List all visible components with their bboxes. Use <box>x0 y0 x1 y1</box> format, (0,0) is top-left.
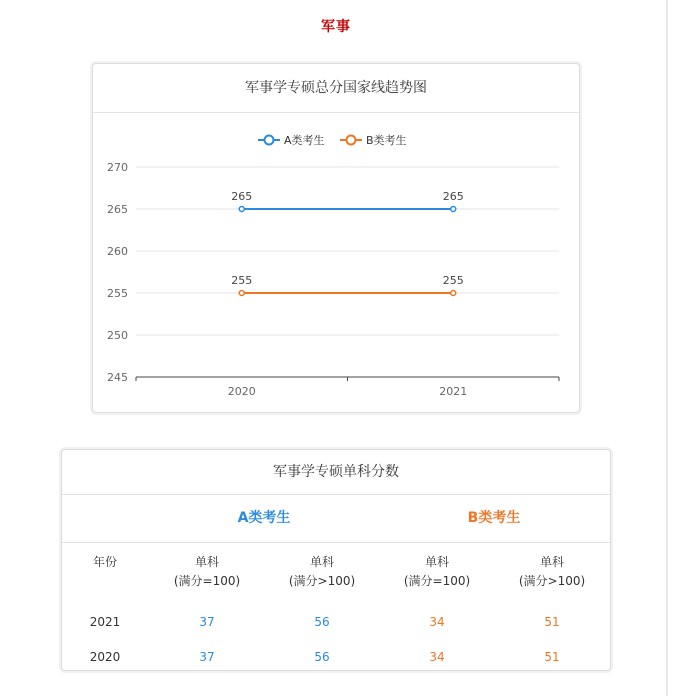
y-tick-label: 250 <box>107 329 128 342</box>
header-a-over100-line2: (满分>100) <box>288 574 356 588</box>
group-a-label: A类考生 <box>237 510 291 526</box>
group-header-row <box>62 495 610 543</box>
table-row <box>62 640 610 675</box>
y-tick-label: 260 <box>107 245 128 258</box>
legend-marker-a <box>265 136 274 145</box>
header-b-full100 <box>382 553 492 591</box>
row-a-over100: 56 <box>314 615 330 629</box>
row-b-full100: 34 <box>429 650 445 664</box>
header-a-over100-line1: 单科 <box>309 555 334 569</box>
row-a-over100: 56 <box>314 650 330 664</box>
x-tick-label: 2021 <box>439 385 468 398</box>
row-b-full100: 34 <box>429 615 445 629</box>
y-tick-label: 265 <box>107 203 128 216</box>
chart-title: 军事学专硕总分国家线趋势图 <box>93 64 579 113</box>
data-point-b <box>239 291 244 296</box>
x-tick-label: 2020 <box>227 385 256 398</box>
data-point-b <box>451 291 456 296</box>
data-label-a: 265 <box>442 190 464 203</box>
data-label-a: 265 <box>231 190 253 203</box>
row-a-full100: 37 <box>199 650 215 664</box>
header-b-full100-line2: (满分=100) <box>403 574 471 588</box>
legend-label-b: B类考生 <box>366 134 407 147</box>
y-tick-label: 255 <box>107 287 128 300</box>
page-right-border <box>666 0 668 696</box>
header-b-over100-line1: 单科 <box>539 555 564 569</box>
table-row <box>62 605 610 640</box>
header-year: 年份 <box>92 555 117 569</box>
data-label-b: 255 <box>442 274 464 287</box>
data-point-a <box>239 207 244 212</box>
header-a-full100 <box>152 553 262 591</box>
row-year: 2021 <box>89 615 121 629</box>
header-b-over100 <box>497 553 607 591</box>
group-b-label: B类考生 <box>467 510 521 526</box>
single-subject-table <box>61 449 611 671</box>
table-title: 军事学专硕单科分数 <box>62 450 610 495</box>
trend-line-chart <box>93 64 579 412</box>
row-a-full100: 37 <box>199 615 215 629</box>
header-b-over100-line2: (满分>100) <box>518 574 586 588</box>
trend-chart-card <box>92 63 580 413</box>
row-b-over100: 51 <box>544 615 560 629</box>
column-header-row <box>62 543 610 605</box>
legend-marker-b <box>347 136 356 145</box>
row-year: 2020 <box>89 650 121 664</box>
page-title: 军事 <box>321 19 351 35</box>
data-label-b: 255 <box>231 274 253 287</box>
y-tick-label: 245 <box>107 371 128 384</box>
header-a-full100-line1: 单科 <box>194 555 219 569</box>
y-tick-label: 270 <box>107 161 128 174</box>
header-b-full100-line1: 单科 <box>424 555 449 569</box>
legend-label-a: A类考生 <box>284 134 325 147</box>
data-point-a <box>451 207 456 212</box>
row-b-over100: 51 <box>544 650 560 664</box>
header-a-full100-line2: (满分=100) <box>173 574 241 588</box>
header-a-over100 <box>267 553 377 591</box>
